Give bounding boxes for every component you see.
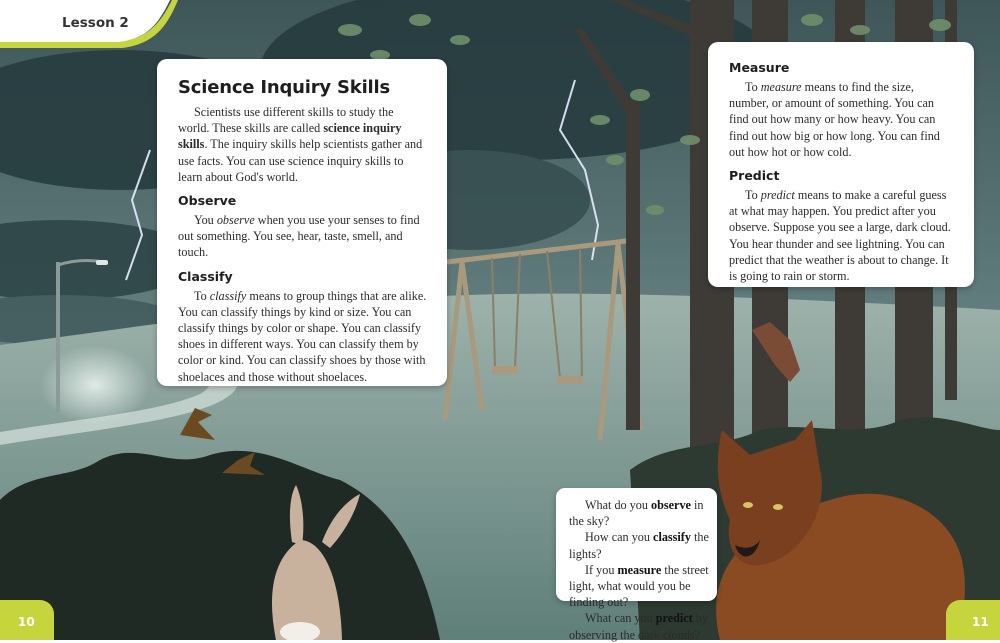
text-run: observe — [216, 213, 255, 228]
text-run: measure — [760, 80, 802, 94]
page-number-right: 11 — [946, 600, 1000, 640]
question-classify — [569, 529, 709, 561]
text-run: measure — [617, 562, 662, 577]
text-run: observe — [651, 498, 691, 512]
text-run: science inquiry skills — [178, 121, 402, 152]
intro-paragraph — [178, 104, 427, 185]
text-run: classify — [653, 530, 691, 545]
text-run: What can you — [585, 611, 656, 626]
text-run: by observing the dark clouds? — [569, 611, 708, 642]
question-predict — [569, 610, 709, 642]
predict-heading: Predict — [729, 168, 780, 184]
text-run: predict — [760, 188, 795, 203]
text-run: You — [194, 213, 217, 228]
text-run: To — [194, 288, 210, 303]
question-observe — [569, 497, 709, 529]
measure-paragraph — [729, 79, 954, 160]
text-run: To — [745, 188, 761, 203]
right-text-card — [708, 42, 974, 287]
observe-paragraph — [178, 212, 427, 261]
lesson-tab — [0, 0, 190, 48]
left-text-card — [157, 59, 447, 386]
page-number-left: 10 — [0, 600, 54, 640]
predict-paragraph — [729, 187, 954, 284]
text-run: the lights? — [569, 530, 709, 561]
text-run: means to make a careful guess at what may happen. You predict after you observe. Suppose you see a large, dark cloud. You hear thunder and see lightning. You can predict that the weather is about to change. It is going to rain or storm. — [729, 188, 951, 284]
measure-heading: Measure — [729, 60, 790, 75]
text-run: What do you — [585, 498, 652, 512]
text-run: To — [745, 80, 761, 94]
questions-card — [556, 488, 717, 642]
text-run: when you use your senses to find out something. You see, hear, taste, smell, and touch. — [178, 213, 420, 260]
text-run: Scientists use different skills to study the world. These skills are called — [178, 105, 394, 136]
lesson-label: Lesson 2 — [62, 15, 129, 31]
text-run: means to find the size, number, or amount of something. You can find out how many or how heavy. You can find out how big or how long. You can find out how hot or how cold. — [729, 80, 940, 159]
page-title: Science Inquiry Skills — [178, 77, 390, 98]
question-measure — [569, 562, 709, 611]
text-run: . The inquiry skills help scientists gather and use facts. You can use science inquiry skills to learn about God's world. — [178, 137, 423, 184]
text-run: means to group things that are alike. You can classify things by kind or size. You can classify things by color or shape. You can classify shoes in different ways. You can classify them by color or kind. You can classify shoes by those with shoelaces and those without shoelaces. — [178, 288, 427, 384]
text-run: If you — [585, 562, 618, 577]
text-run: How can you — [585, 530, 654, 545]
text-run: classify — [209, 288, 247, 303]
text-run: in the sky? — [569, 498, 704, 529]
classify-heading: Classify — [178, 268, 233, 284]
observe-heading: Observe — [178, 193, 237, 209]
classify-paragraph — [178, 288, 427, 385]
text-run: the street light, what would you be finding out? — [569, 562, 709, 610]
text-run: predict — [655, 611, 693, 626]
